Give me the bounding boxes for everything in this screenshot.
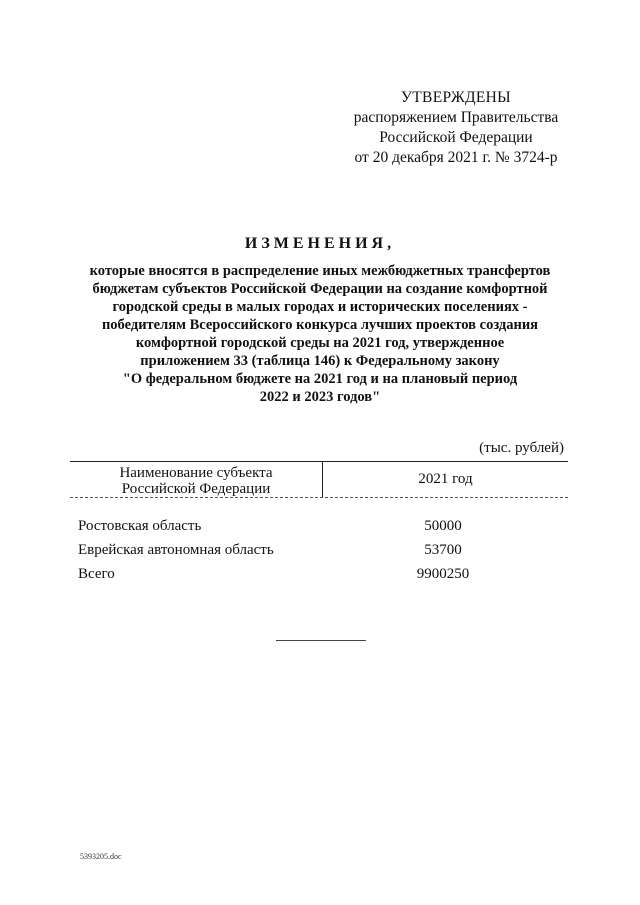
row-amount: 50000 [424,518,462,534]
approval-heading: УТВЕРЖДЕНЫ [401,89,511,106]
subtitle-line-7: "О федеральном бюджете на 2021 год и на плановый период [122,371,518,387]
file-code: 5393205.doc [80,852,122,861]
table-row [78,514,568,538]
row-total-label: Всего [78,566,115,582]
row-amount: 53700 [424,542,462,558]
table-top-rule [70,461,568,462]
approval-line-3: от 20 декабря 2021 г. № 3724-р [354,149,558,166]
row-total-amount: 9900250 [416,566,470,582]
table-row [78,538,568,562]
table-header-bottom-rule [70,497,568,498]
closing-rule [276,640,366,641]
row-subject-name: Ростовская область [78,518,202,534]
document-title: ИЗМЕНЕНИЯ, [244,235,396,252]
subtitle-line-1: которые вносятся в распределение иных межбюджетных трансфертов [89,263,551,279]
header-subject-name [70,465,322,497]
subtitle-line-8: 2022 и 2023 годов" [259,389,381,405]
header-name-line-1: Наименование субъекта [119,465,273,481]
table-row-total [78,562,568,586]
approval-line-1: распоряжением Правительства [353,109,559,126]
subtitle-line-3: городской среды в малых городах и исторических поселениях - [112,299,528,315]
approval-block [330,88,582,168]
approval-line-2: Российской Федерации [379,129,533,146]
table-header [70,461,568,498]
subtitle-line-6: приложением 33 (таблица 146) к Федеральному закону [140,353,500,369]
header-year: 2021 год [418,471,473,487]
row-subject-name: Еврейская автономная область [78,542,274,558]
subtitle-line-4: победителям Всероссийского конкурса лучших проектов создания [101,317,539,333]
units-label: (тыс. рублей) [479,440,564,456]
subtitle-line-5: комфортной городской среды на 2021 год, утвержденное [135,335,505,351]
subtitle-line-2: бюджетам субъектов Российской Федерации на создание комфортной [92,281,548,297]
header-name-line-2: Российской Федерации [121,481,271,497]
table-body [78,514,568,586]
document-subtitle [70,262,570,406]
